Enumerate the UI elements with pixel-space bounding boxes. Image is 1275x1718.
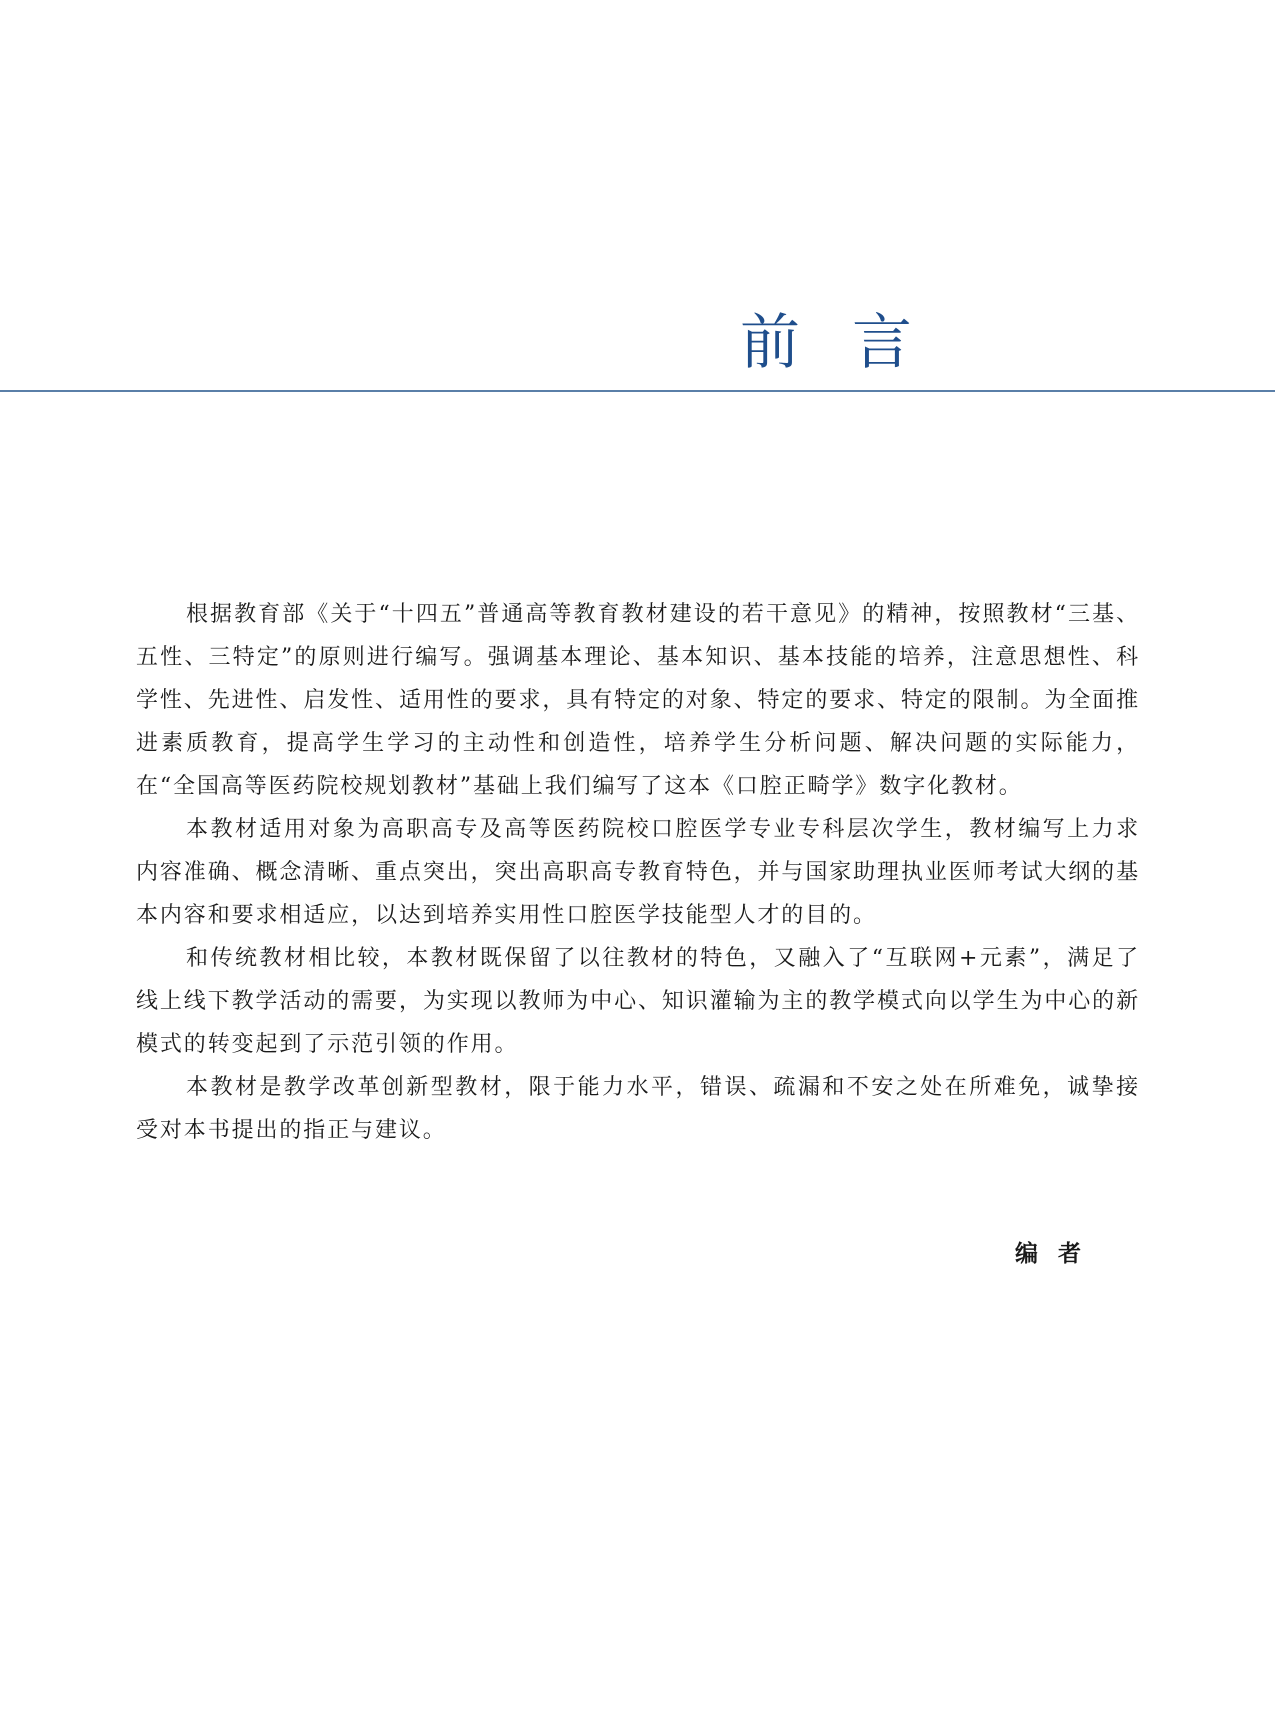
preface-paragraph-4: 本教材是教学改革创新型教材，限于能力水平，错误、疏漏和不安之处在所难免，诚挚接受对本书提出的指正与建议。 [136, 1075, 1140, 1143]
author-signature: 编者 [1015, 1241, 1101, 1267]
page-title: 前言 [740, 308, 964, 378]
title-divider [0, 390, 1275, 392]
preface-paragraph-1: 根据教育部《关于“十四五”普通高等教育教材建设的若干意见》的精神，按照教材“三基、五性、三特定”的原则进行编写。强调基本理论、基本知识、基本技能的培养，注意思想性、科学性、先进性、启发性、适用性的要求，具有特定的对象、特定的要求、特定的限制。为全面推进素质教育，提高学生学习的主动性和创造性，培养学生分析问题、解决问题的实际能力，在“全国高等医药院校规划教材”基础上我们编写了这本《口腔正畸学》数字化教材。 [136, 602, 1140, 799]
preface-body [136, 593, 1140, 1152]
preface-paragraph-3: 和传统教材相比较，本教材既保留了以往教材的特色，又融入了“互联网+元素”，满足了线上线下教学活动的需要，为实现以教师为中心、知识灌输为主的教学模式向以学生为中心的新模式的转变起到了示范引领的作用。 [136, 946, 1140, 1057]
preface-paragraph-2: 本教材适用对象为高职高专及高等医药院校口腔医学专业专科层次学生，教材编写上力求内容准确、概念清晰、重点突出，突出高职高专教育特色，并与国家助理执业医师考试大纲的基本内容和要求相适应，以达到培养实用性口腔医学技能型人才的目的。 [136, 817, 1140, 928]
